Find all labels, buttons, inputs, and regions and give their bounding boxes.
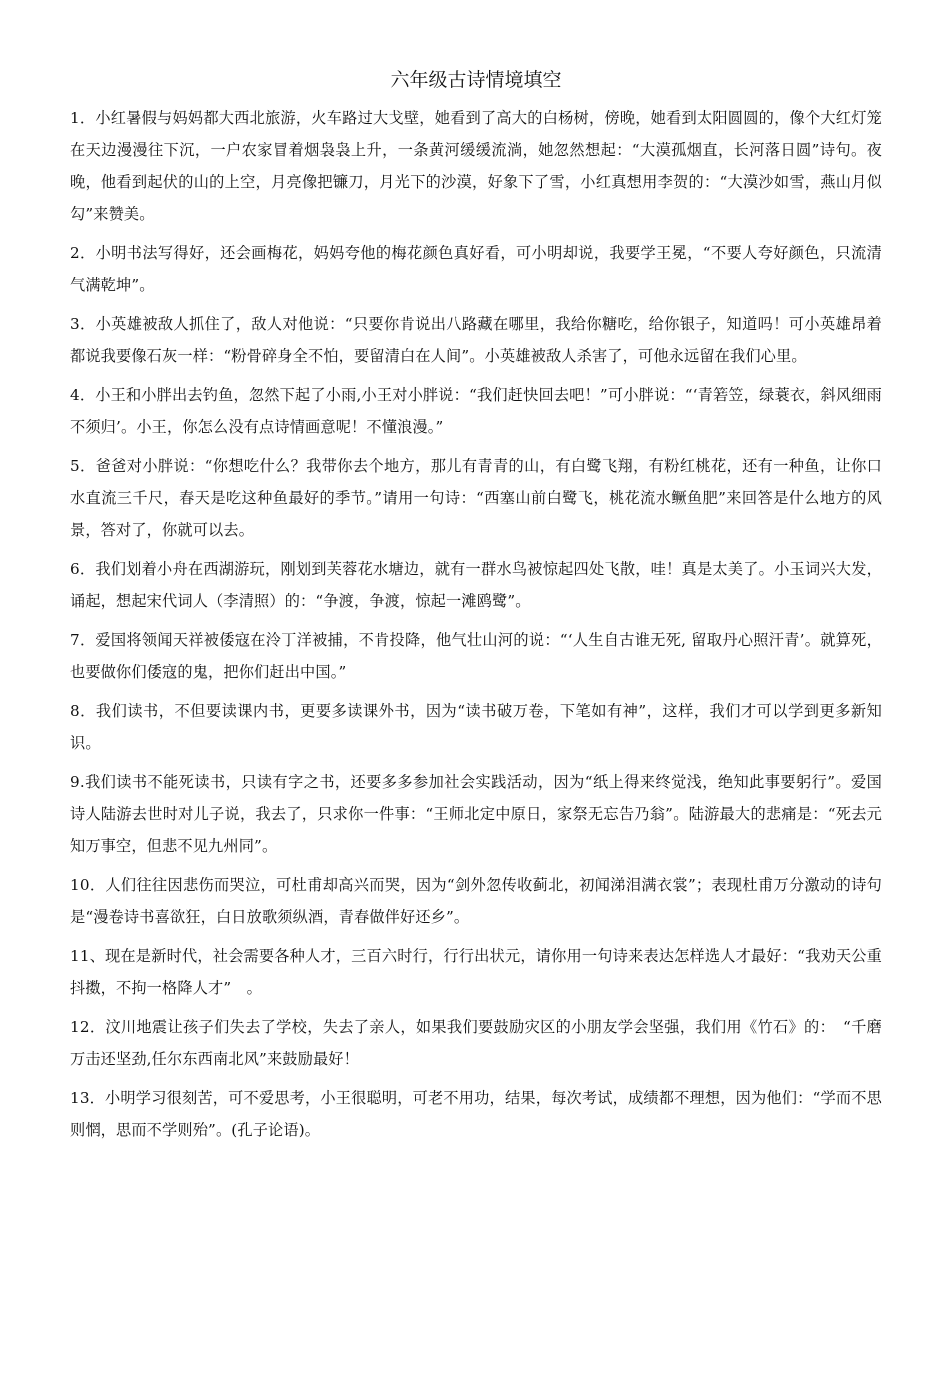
question-3: 3．小英雄被敌人抓住了，敌人对他说：“只要你肯说出八路藏在哪里，我给你糖吃，给你银子，知道吗！可小英雄昂着都说我要像石灰一样：“粉骨碎身全不怕，要留清白在人间”。小英雄被敌人杀害了，可他永远留在我们心里。	[70, 315, 882, 365]
question-9: 9.我们读书不能死读书，只读有字之书，还要多多参加社会实践活动，因为“纸上得来终觉浅，绝知此事要躬行”。爱国诗人陆游去世时对儿子说，我去了，只求你一件事：“王师北定中原日，家祭无忘告乃翁”。陆游最大的悲痛是：“死去元知万事空，但悲不见九州同”。	[70, 773, 882, 855]
question-4: 4．小王和小胖出去钓鱼，忽然下起了小雨,小王对小胖说：“我们赶快回去吧！”可小胖说：“‘青箬笠，绿蓑衣，斜风细雨不须归’。小王，你怎么没有点诗情画意呢！不懂浪漫。”	[70, 386, 882, 436]
document-page	[70, 62, 882, 1153]
question-11: 11、现在是新时代，社会需要各种人才，三百六时行，行行出状元，请你用一句诗来表达怎样选人才最好：“我劝天公重抖擞，不拘一格降人才” 。	[70, 947, 882, 997]
question-12: 12．汶川地震让孩子们失去了学校，失去了亲人，如果我们要鼓励灾区的小朋友学会坚强，我们用《竹石》的： “千磨万击还坚劲,任尔东西南北风”来鼓励最好！	[70, 1018, 882, 1068]
page-title: 六年级古诗情境填空	[390, 69, 562, 91]
question-5: 5．爸爸对小胖说：“你想吃什么？我带你去个地方，那儿有青青的山，有白鹭飞翔，有粉红桃花，还有一种鱼，让你口水直流三千尺，春天是吃这种鱼最好的季节。”请用一句诗：“西塞山前白鹭飞，桃花流水鳜鱼肥”来回答是什么地方的风景，答对了，你就可以去。	[70, 457, 882, 539]
question-8: 8．我们读书，不但要读课内书，更要多读课外书，因为“读书破万卷，下笔如有神”，这样，我们才可以学到更多新知识。	[70, 702, 882, 752]
question-1: 1．小红暑假与妈妈都大西北旅游，火车路过大戈壁，她看到了高大的白杨树，傍晚，她看到太阳圆圆的，像个大红灯笼在天边漫漫往下沉，一户农家冒着烟袅袅上升，一条黄河缓缓流淌，她忽然想起：“大漠孤烟直，长河落日圆”诗句。夜晚，他看到起伏的山的上空，月亮像把镰刀，月光下的沙漠，好象下了雪，小红真想用李贺的：“大漠沙如雪，燕山月似勾”来赞美。	[70, 109, 882, 223]
question-6: 6．我们划着小舟在西湖游玩，刚划到芙蓉花水塘边，就有一群水鸟被惊起四处飞散，哇！真是太美了。小玉词兴大发，诵起，想起宋代词人（李清照）的：“争渡，争渡，惊起一滩鸥鹭”。	[70, 560, 882, 610]
question-10: 10．人们往往因悲伤而哭泣，可杜甫却高兴而哭，因为“剑外忽传收蓟北，初闻涕泪满衣裳”；表现杜甫万分激动的诗句是“漫卷诗书喜欲狂，白日放歌须纵酒，青春做伴好还乡”。	[70, 876, 882, 926]
question-13: 13．小明学习很刻苦，可不爱思考，小王很聪明，可老不用功，结果，每次考试，成绩都不理想，因为他们：“学而不思则惘，思而不学则殆”。(孔子论语)。	[70, 1089, 882, 1139]
question-2: 2．小明书法写得好，还会画梅花，妈妈夸他的梅花颜色真好看，可小明却说，我要学王冕，“不要人夸好颜色，只流清气满乾坤”。	[70, 244, 882, 294]
question-7: 7．爱国将领闻天祥被倭寇在泠丁洋被捕，不肯投降，他气壮山河的说：“‘人生自古谁无死, 留取丹心照汗青’。就算死，也要做你们倭寇的鬼，把你们赶出中国。”	[70, 631, 882, 681]
